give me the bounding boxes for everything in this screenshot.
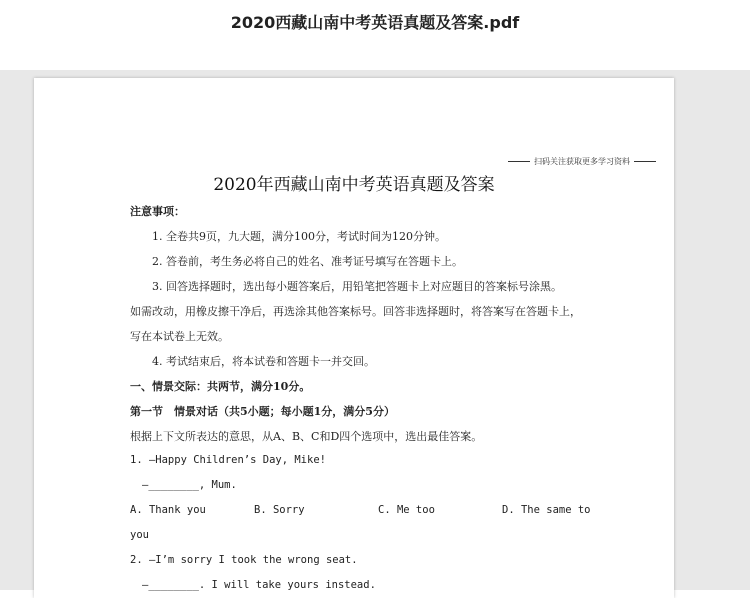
notice-item-3-cont: 如需改动，用橡皮擦干净后，再选涂其他答案标号。回答非选择题时，将答案写在答题卡上， bbox=[130, 305, 581, 318]
option-a: A. Thank you bbox=[130, 504, 206, 516]
document-title: 2020年西藏山南中考英语真题及答案 bbox=[213, 175, 495, 195]
option-c: C. Me too bbox=[378, 504, 435, 516]
notice-item-3: 3. 回答选择题时，选出每小题答案后，用铅笔把答题卡上对应题目的答案标号涂黑。 bbox=[152, 280, 562, 293]
notice-item-1: 1. 全卷共9页，九大题，满分100分，考试时间为120分钟。 bbox=[152, 230, 446, 243]
watermark-right-rule bbox=[634, 161, 656, 162]
notice-heading: 注意事项： bbox=[130, 205, 185, 218]
option-b: B. Sorry bbox=[254, 504, 305, 516]
title-bar bbox=[0, 0, 750, 70]
watermark bbox=[508, 156, 656, 167]
notice-item-2: 2. 答卷前，考生务必将自己的姓名、准考证号填写在答题卡上。 bbox=[152, 255, 463, 268]
watermark-text: 扫码关注获取更多学习资料 bbox=[534, 157, 630, 166]
notice-item-3-end: 写在本试卷上无效。 bbox=[130, 330, 229, 343]
part-heading: 第一节 情景对话（共5小题；每小题1分，满分5分） bbox=[130, 405, 395, 418]
pdf-page bbox=[34, 78, 674, 598]
question-2-reply: —________. I will take yours instead. bbox=[142, 579, 376, 591]
notice-item-4: 4. 考试结束后，将本试卷和答题卡一并交回。 bbox=[152, 355, 375, 368]
question-1-options bbox=[130, 504, 590, 518]
option-d: D. The same to bbox=[502, 504, 591, 516]
section-heading: 一、情景交际：共两节，满分10分。 bbox=[130, 380, 311, 393]
file-title: 2020西藏山南中考英语真题及答案.pdf bbox=[230, 13, 520, 32]
question-1-reply: —________, Mum. bbox=[142, 479, 237, 491]
question-1: 1. —Happy Children’s Day, Mike! bbox=[130, 454, 326, 466]
question-2: 2. —I’m sorry I took the wrong seat. bbox=[130, 554, 358, 566]
watermark-left-rule bbox=[508, 161, 530, 162]
instruction-text: 根据上下文所表达的意思，从A、B、C和D四个选项中，选出最佳答案。 bbox=[130, 430, 483, 443]
pdf-viewer[interactable] bbox=[0, 70, 750, 590]
option-d-wrap: you bbox=[130, 529, 149, 541]
